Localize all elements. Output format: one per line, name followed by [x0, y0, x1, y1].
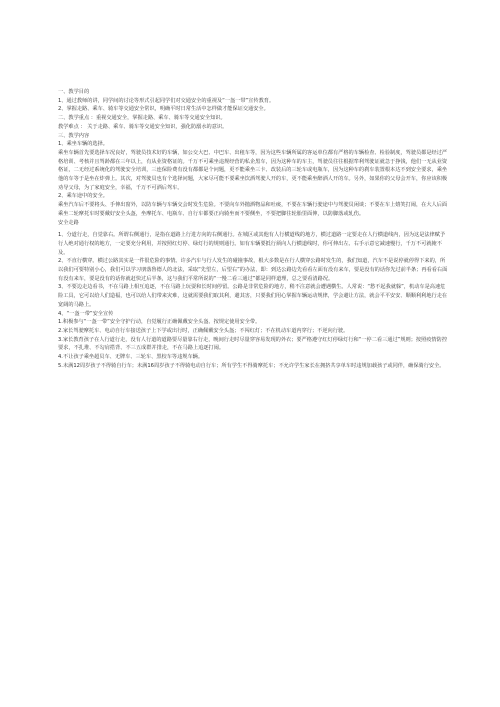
- list-item: 4.不让孩子乘坐超员车、无牌车、三轮车、黑校车等违规车辆。: [58, 354, 204, 361]
- subheading: 4、“一盔一带”安全宣传: [58, 310, 114, 317]
- subheading: 1、乘坐车辆的选择。: [58, 141, 108, 148]
- list-item: 3.家长教育孩子在人行道行走，没有人行道的道路要尽量靠右行走，晚间行走时尽量穿容易发现的外衣；要严格遵守红灯停绿灯行和“一停二看三通过”规则；按照疫情防控要求，不扎堆、不勾肩搭背、不三五成群并排走，不在马路上追逐打闹。: [58, 336, 448, 352]
- list-item: 1.积极参与“一盔一带”安全守护行动，自觉履行正确佩戴安全头盔、按规定使用安全带。: [58, 319, 261, 326]
- paragraph: 2、不直行横穿。横过公路其实是一件很危险的事情。许多汽车与行人发生的碰撞事故，根大多数是在行人横穿公路时发生的，我们知道，汽车不是说停就停得下来的，所以我们可要特别小心，我们可以学习朋落鲁德人的北法，采取“先望左，后望右”的办法，即：到达公路边先看看左面有没有来车，要是没有的话你先过前半条；再看看右面有没有来车，要是没有的话你就赶快过后半条，这与我们平常所说的“一慢二看三通过”都是同样道理，总之要看清路况。: [58, 258, 448, 282]
- list-item: 2.家长驾驶摩托车、电动自行车接送孩子上下学或出行时，正确佩戴安全头盔；不闯红灯；不在机动车道内穿行；不逆向行驶。: [58, 327, 349, 334]
- paragraph: 2、掌握走路、乘车、骑车等交通安全常识，明确平时日常生活中怎样做才能保证交通安全。: [58, 106, 269, 113]
- paragraph: 乘坐汽车后不要将头、手伸出窗外，以防车辆与车辆交会时发生危险。不要向车外抛洒物品和吐痰，不要在车辆行驶途中与驾驶员闲谈；不要在车上嬉笑打闹，在大人后面乘坐二轮摩托车时要戴好安全头盔，坐摩托车、电瓶车、自行车都要正向骑坐而不要侧坐，不要把脚往轮胎里面伸，以防脚落或轧伤。: [58, 202, 448, 217]
- subheading: 安全走路: [58, 219, 79, 226]
- paragraph: 1、分道行走，自觉靠右。所谓右侧通行，是指在道路上行进方向的右侧通行。在城区或其他有人行横道线的地方，横过道路一定要走在人行横道线内，因为这是法律赋予行人绝对通行权的地方，一定要充分利用，并按照红灯停、绿灯行的规则通行。如有车辆要抵行须向人行横道线时，你可伸出左、右手示意它减速慢行，千万不可就掩不及。: [58, 232, 446, 256]
- paragraph: 教学难点 ： 关于走路、乘车、骑车等交通安全知识，强化防溺水的意识。: [58, 123, 228, 130]
- section-heading-content: 三、教学内容: [58, 132, 90, 139]
- document-page: [58, 88, 450, 371]
- list-item: 5.未满12周岁孩子不得骑自行车；未满16周岁孩子不得骑电动自行车；所有学生不得骑摩托车；不允许学生家长在拥挤共享单车时违规加载孩子或同伴，确保骑行安全。: [58, 362, 445, 369]
- paragraph: 3、不要边走边看书，不在马路上相互追逐，不在马路上玩耍和长时间停留。公路是非常危险的地方，稍不注意就会遭遇横生。人常说：“愁不起我就躲”，机动车是高速危险工具，它可以给人们造福，也可以给人们带来灾难，这就需要我们取其利，避其害，只要我们用心掌握车辆运动规律，学会避让方法，就会平平安安、顺顺利利地行走在宽阔的马路上。: [58, 284, 448, 308]
- paragraph: 1、通过教师的讲，同学间的讨论等形式引起同学们对交通安全的重视及“一盔一带”宣传教育。: [58, 97, 275, 104]
- subheading: 2、乘车途中的安全。: [58, 193, 108, 200]
- section-heading-objectives: 一、教学目的: [58, 89, 90, 95]
- section-heading-key-points: 二、教学重点 ：重视交通安全，掌握走路、乘车、骑车等交通安全知识。: [58, 115, 226, 122]
- paragraph: 乘坐车辆首先要选择车况良好，驾驶员技术好的车辆，如公交大巴、中巴车、出租车等，因为这些车辆所属的客运单位都有严格的车辆检查、检验制度，驾驶员都是经过严格培训、考核并且驾龄都在三年以上，有从业资格证的。千万不可乘坐违规经营的私企黑车，因为这种车的车主，驾驶员往往根据牟利驾驶证就急于挣钱，他们一无从业资格证，二无经过系统化的驾驶安全培训，三连保险费有没有都都是个问题，更不能乘坐三卡、改装后的三轮车或电瓶车，因为这种车的刹车装置根本达不到安全要求，乘坐他的车等于是坐在炸弹上。其次，对驾驶员也有个选择问题，大家尽可能不要乘坐饮酒驾驶人开的车，更不能乘坐醉酒人开的车。另外，如果你的父母会开车，你应该积极劝导父母，为了家庭安全，幸福，千万不可酒后驾车。: [58, 149, 448, 191]
